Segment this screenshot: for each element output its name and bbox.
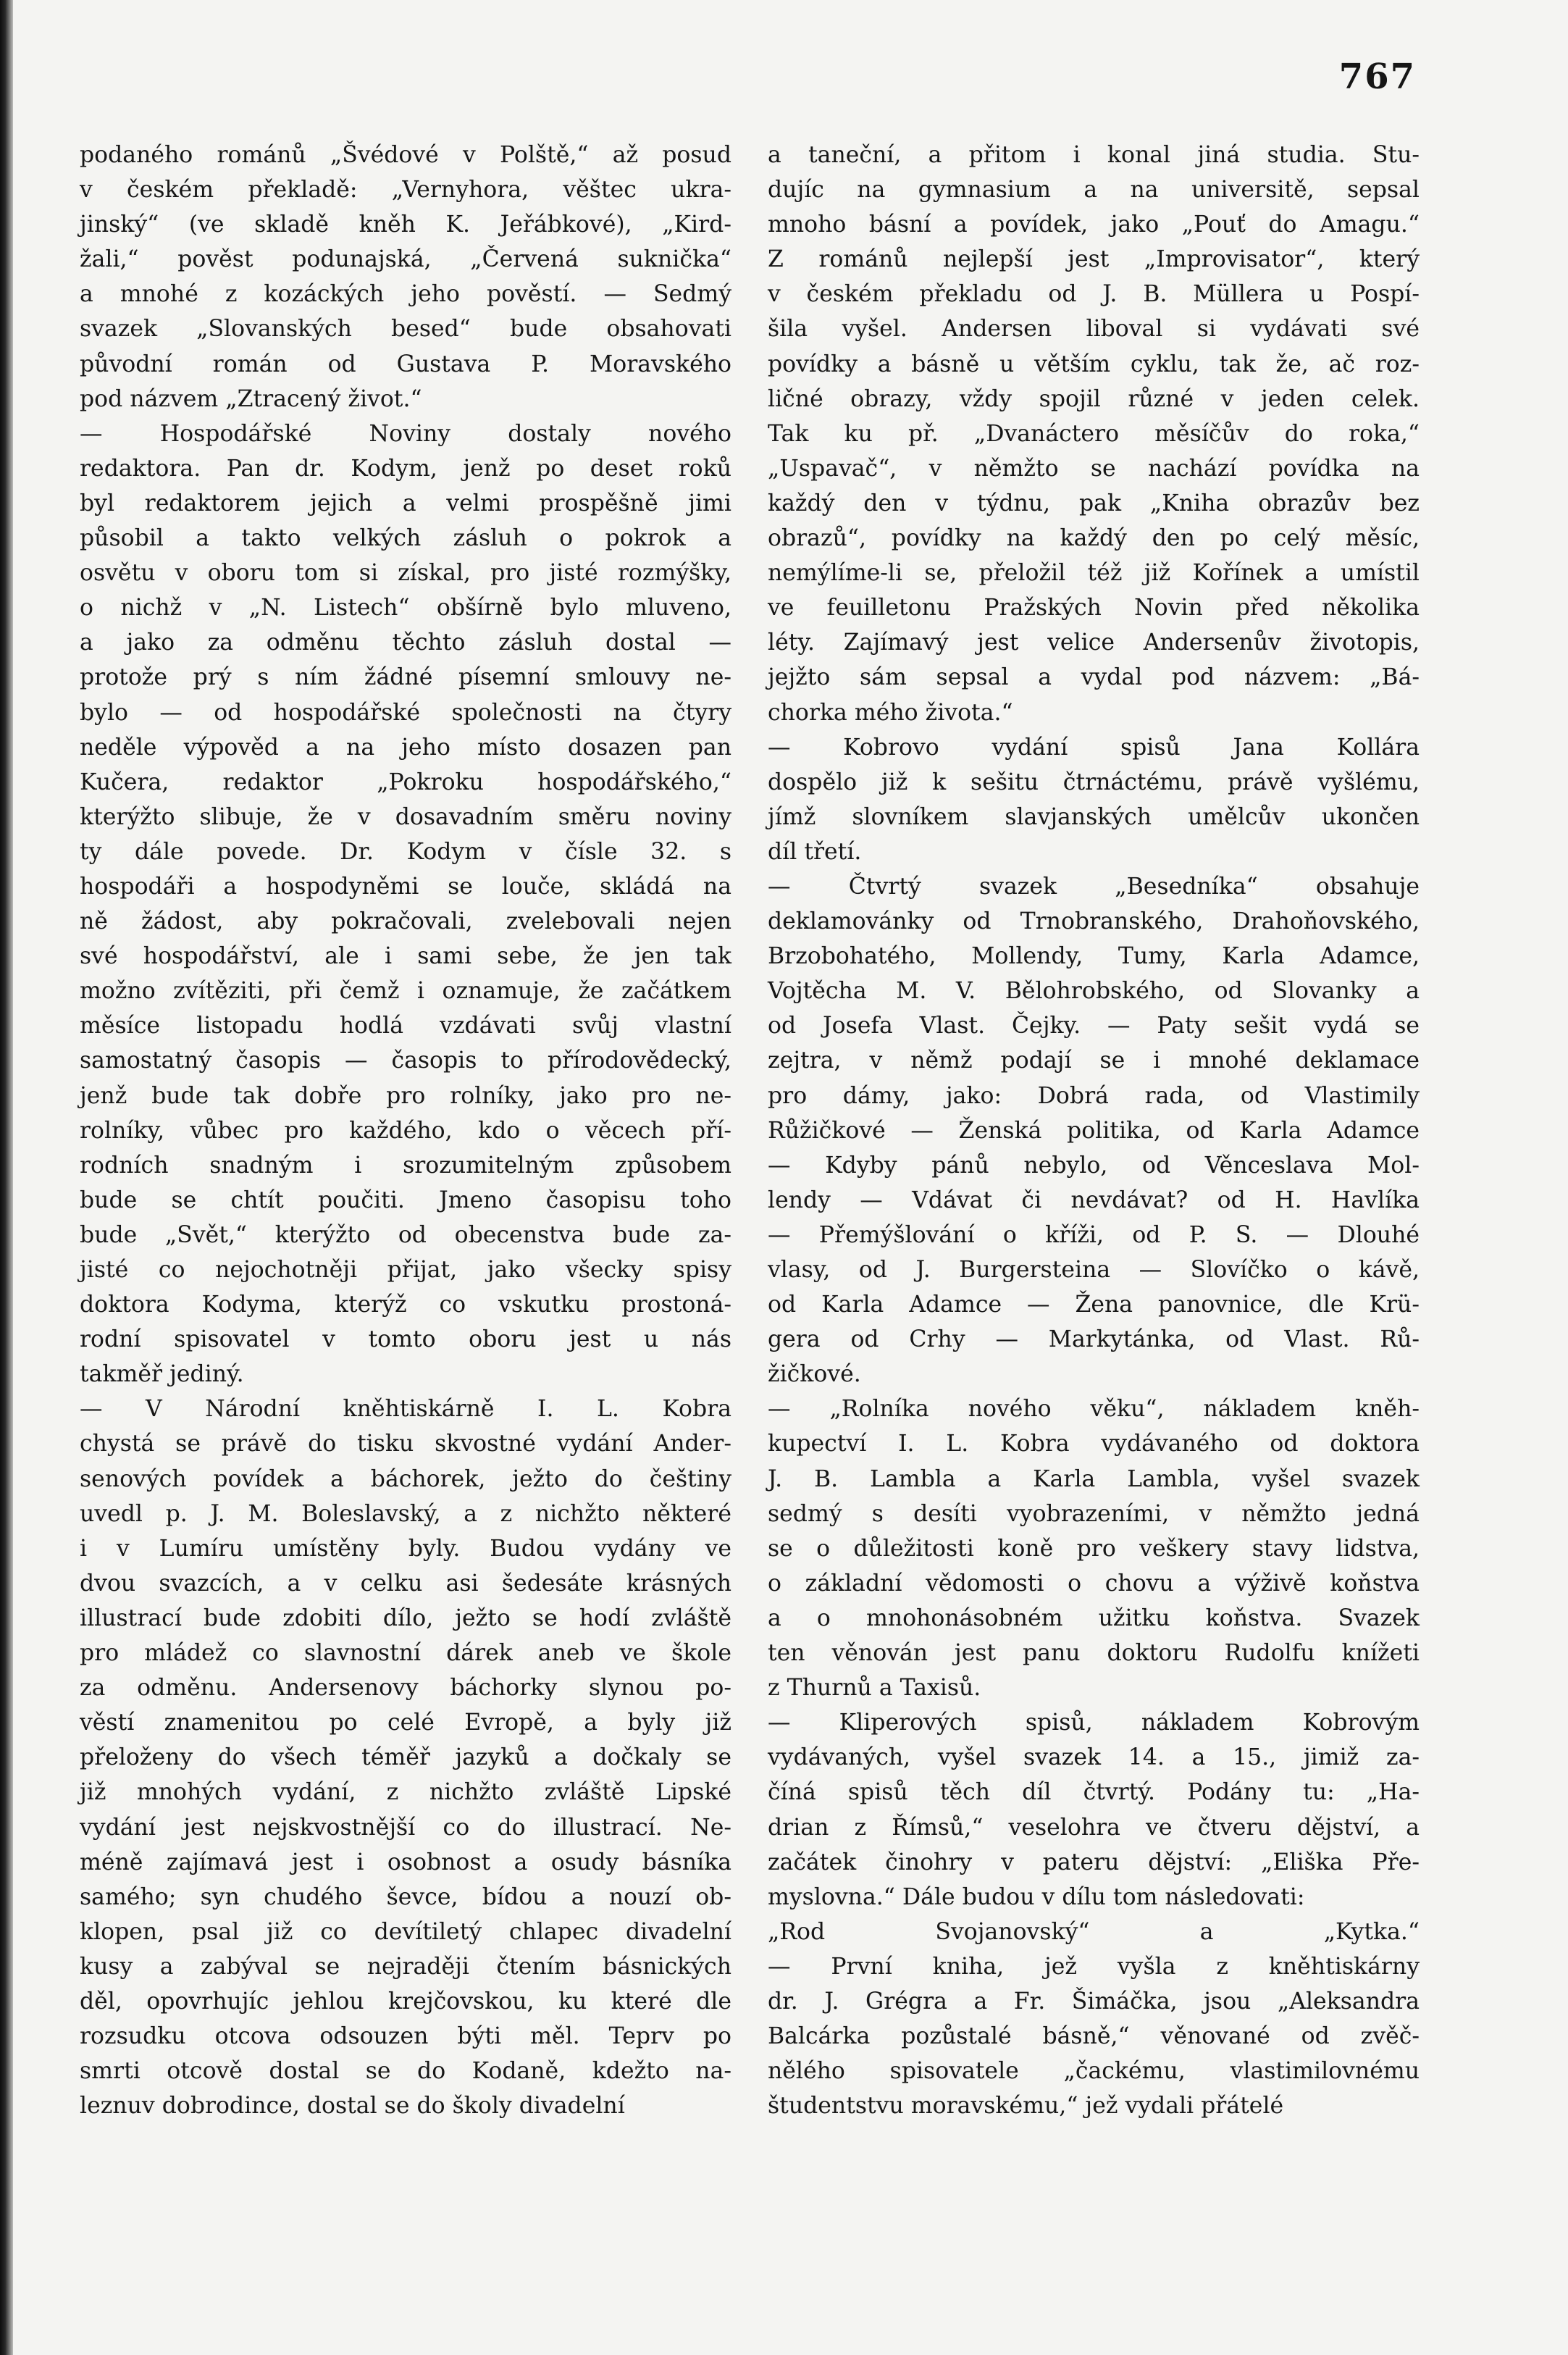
text-line: ličné obrazy, vždy spojil různé v jeden celek. (768, 385, 1420, 412)
text-line: zejtra, v němž podají se i mnohé deklamace (768, 1047, 1420, 1074)
text-line: kterýžto slibuje, že v dosavadním směru noviny (80, 803, 731, 830)
text-line: rodních snadným i srozumitelným způsobem (80, 1152, 731, 1179)
text-line: „Uspavač“, v němžto se nachází povídka na (768, 455, 1420, 482)
text-line: v českém překladě: „Vernyhora, věštec ukra- (80, 177, 731, 204)
text-line: působil a takto velkých zásluh o pokrok a (80, 525, 731, 552)
text-line: dvou svazcích, a v celku asi šedesáte krásných (80, 1570, 731, 1597)
text-line: jejžto sám sepsal a vydal pod názvem: „Bá- (768, 664, 1420, 691)
text-line: J. B. Lambla a Karla Lambla, vyšel svazek (768, 1465, 1420, 1492)
text-line: Kučera, redaktor „Pokroku hospodářského,“ (80, 769, 731, 795)
text-line: číná spisů těch díl čtvrtý. Podány tu: „Ha- (768, 1779, 1420, 1806)
text-line: přeloženy do všech téměř jazyků a dočkaly se (80, 1744, 731, 1771)
text-line: i v Lumíru umístěny byly. Budou vydány ve (80, 1535, 731, 1562)
text-line: o nichž v „N. Listech“ obšírně bylo mluveno, (80, 595, 731, 622)
text-line: pod názvem „Ztracený život.“ (80, 385, 422, 412)
text-line: — Kliperových spisů, nákladem Kobrovým (768, 1710, 1420, 1736)
text-line: a taneční, a přitom i konal jiná studia. Stu- (768, 142, 1420, 168)
text-line: od Karla Adamce — Žena panovnice, dle Krü- (768, 1292, 1420, 1318)
text-line: dr. J. Grégra a Fr. Šimáčka, jsou „Aleksandra (768, 1988, 1420, 2015)
page-number: 767 (1338, 57, 1416, 97)
text-line: rodní spisovatel v tomto oboru jest u nás (80, 1326, 731, 1353)
text-line: chystá se právě do tisku skvostné vydání Ander- (80, 1431, 731, 1457)
text-line: o základní vědomosti o chovu a výživě koňstva (768, 1570, 1420, 1597)
text-line: méně zajímavá jest i osobnost a osudy básníka (80, 1849, 731, 1875)
text-line: klopen, psal již co devítiletý chlapec divadelní (80, 1918, 731, 1945)
text-line: původní román od Gustava P. Moravského (80, 351, 731, 377)
text-line: lendy — Vdávat či nevdávat? od H. Havlíka (768, 1187, 1420, 1213)
text-line: se o důležitosti koně pro veškery stavy lidstva, (768, 1535, 1420, 1562)
text-line: své hospodářství, ale i sami sebe, že jen tak (80, 943, 731, 970)
left-column (80, 138, 731, 2123)
text-line: kusy a zabýval se nejraději čtením básnických (80, 1953, 731, 1980)
text-line: bude se chtít poučiti. Jmeno časopisu toho (80, 1187, 731, 1213)
text-line: věstí znamenitou po celé Evropě, a byly již (80, 1710, 731, 1736)
text-line: — Kobrovo vydání spisů Jana Kollára (768, 734, 1420, 761)
text-line: deklamovánky od Trnobranského, Drahoňovského, (768, 908, 1420, 935)
text-line: svazek „Slovanských besed“ bude obsahovati (80, 316, 731, 343)
text-line: možno zvítěziti, při čemž i oznamuje, že začátkem (80, 978, 731, 1005)
text-line: rozsudku otcova odsouzen býti měl. Teprv po (80, 2023, 731, 2050)
text-line: gera od Crhy — Markytánka, od Vlast. Rů- (768, 1326, 1420, 1353)
text-line: měsíce listopadu hodlá vzdávati svůj vlastní (80, 1013, 731, 1040)
text-line: díl třetí. (768, 838, 862, 865)
text-line: — „Rolníka nového věku“, nákladem kněh- (768, 1396, 1420, 1423)
text-line: pro dámy, jako: Dobrá rada, od Vlastimily (768, 1082, 1420, 1109)
text-line: již mnohých vydání, z nichžto zvláště Lipské (80, 1779, 731, 1806)
text-line: a mnohé z kozáckých jeho pověstí. — Sedmý (80, 281, 731, 308)
text-line: ně žádost, aby pokračovali, zvelebovali nejen (80, 908, 731, 935)
text-line: Brzobohatého, Mollendy, Tumy, Karla Adamce, (768, 943, 1420, 970)
text-line: Růžičkové — Ženská politika, od Karla Adamce (768, 1117, 1420, 1144)
text-line: „Rod Svojanovský“ a „Kytka.“ (768, 1918, 1420, 1945)
text-line: pro mládež co slavnostní dárek aneb ve škole (80, 1640, 731, 1667)
text-line: redaktora. Pan dr. Kodym, jenž po deset roků (80, 455, 731, 482)
text-line: sedmý s desíti vyobrazeními, v němžto jedná (768, 1500, 1420, 1527)
text-line: chorka mého života.“ (768, 699, 1013, 726)
text-line: každý den v týdnu, pak „Kniha obrazův bez (768, 490, 1420, 516)
text-line: protože prý s ním žádné písemní smlouvy ne- (80, 664, 731, 691)
text-line: neděle výpověd a na jeho místo dosazen pan (80, 734, 731, 761)
text-line: smrti otcově dostal se do Kodaně, kdežto na- (80, 2058, 731, 2085)
text-line: ve feuilletonu Pražských Novin před několika (768, 595, 1420, 622)
text-line: kupectví I. L. Kobra vydávaného od doktora (768, 1431, 1420, 1457)
text-line: z Thurnů a Taxisů. (768, 1675, 981, 1702)
text-line: jímž slovníkem slavjanských umělcův ukončen (768, 803, 1420, 830)
text-line: leznuv dobrodince, dostal se do školy divadelní (80, 2093, 625, 2120)
text-line: v českém překladu od J. B. Müllera u Pospí- (768, 281, 1420, 308)
text-line: hospodáři a hospodyněmi se louče, skládá na (80, 873, 731, 900)
text-line: vlasy, od J. Burgersteina — Slovíčko o kávě, (768, 1257, 1420, 1283)
text-line: nělého spisovatele „čackému, vlastimilovnému (768, 2058, 1420, 2085)
text-line: drian z Římsů,“ veselohra ve čtveru dějství, a (768, 1814, 1420, 1841)
text-line: dospělo již k sešitu čtrnáctému, právě vyšlému, (768, 769, 1420, 795)
text-line: Z románů nejlepší jest „Improvisator“, který (768, 246, 1420, 273)
text-line: jenž bude tak dobře pro rolníky, jako pro ne- (80, 1082, 731, 1109)
text-line: študentstvu moravskému,“ jež vydali přátelé (768, 2093, 1284, 2120)
text-line: od Josefa Vlast. Čejky. — Paty sešit vydá se (768, 1013, 1420, 1040)
text-line: byl redaktorem jejich a velmi prospěšně jimi (80, 490, 731, 516)
text-line: žali,“ pověst podunajská, „Červená suknička“ (80, 246, 731, 273)
text-line: — V Národní kněhtiskárně I. L. Kobra (80, 1396, 731, 1423)
text-line: uvedl p. J. M. Boleslavský, a z nichžto některé (80, 1500, 731, 1527)
text-line: illustrací bude zdobiti dílo, ježto se hodí zvláště (80, 1605, 731, 1631)
text-line: bude „Svět,“ kterýžto od obecenstva bude za- (80, 1221, 731, 1248)
text-line: ten věnován jest panu doktoru Rudolfu knížeti (768, 1640, 1420, 1667)
text-line: samostatný časopis — časopis to přírodovědecký, (80, 1047, 731, 1074)
text-line: obrazů“, povídky na každý den po celý měsíc, (768, 525, 1420, 552)
text-line: — Kdyby pánů nebylo, od Věnceslava Mol- (768, 1152, 1420, 1179)
text-line: — První kniha, jež vyšla z kněhtiskárny (768, 1953, 1420, 1980)
page-binding-shadow (0, 0, 13, 2355)
text-line: senových povídek a báchorek, ježto do češtiny (80, 1465, 731, 1492)
right-column (768, 138, 1420, 2123)
text-line: samého; syn chudého ševce, bídou a nouzí ob- (80, 1883, 731, 1910)
text-line: děl, opovrhujíc jehlou krejčovskou, ku které dle (80, 1988, 731, 2015)
text-line: Tak ku př. „Dvanáctero měsíčův do roka,“ (768, 420, 1420, 447)
text-line: šila vyšel. Andersen liboval si vydávati své (768, 316, 1420, 343)
text-line: ty dále povede. Dr. Kodym v čísle 32. s (80, 838, 731, 865)
text-line: žičkové. (768, 1361, 861, 1388)
text-line: bylo — od hospodářské společnosti na čtyry (80, 699, 731, 726)
text-line: nemýlíme-li se, přeložil též již Kořínek a umístil (768, 560, 1420, 587)
text-line: za odměnu. Andersenovy báchorky slynou po- (80, 1675, 731, 1702)
text-line: mnoho básní a povídek, jako „Pouť do Amagu.“ (768, 212, 1420, 238)
text-line: dujíc na gymnasium a na universitě, sepsal (768, 177, 1420, 204)
text-line: myslovna.“ Dále budou v dílu tom následovati: (768, 1883, 1305, 1910)
text-line: jinský“ (ve skladě kněh K. Jeřábkové), „Kird- (80, 212, 731, 238)
text-line: rolníky, vůbec pro každého, kdo o věcech pří- (80, 1117, 731, 1144)
text-line: a jako za odměnu těchto zásluh dostal — (80, 629, 731, 656)
text-line: takměř jediný. (80, 1361, 244, 1388)
text-line: povídky a básně u větším cyklu, tak že, ač roz- (768, 351, 1420, 377)
text-line: Balcárka pozůstalé básně,“ věnované od zvěč- (768, 2023, 1420, 2050)
text-line: — Čtvrtý svazek „Besedníka“ obsahuje (768, 873, 1420, 900)
text-line: — Přemýšlování o kříži, od P. S. — Dlouhé (768, 1221, 1420, 1248)
text-line: podaného románů „Švédové v Polště,“ až posud (80, 142, 731, 168)
text-line: začátek činohry v pateru dějství: „Eliška Pře- (768, 1849, 1420, 1875)
text-line: vydání jest nejskvostnější co do illustrací. Ne- (80, 1814, 731, 1841)
text-line: vydávaných, vyšel svazek 14. a 15., jimiž za- (768, 1744, 1420, 1771)
text-line: Vojtěcha M. V. Bělohrobského, od Slovanky a (768, 978, 1420, 1005)
text-line: léty. Zajímavý jest velice Andersenův životopis, (768, 629, 1420, 656)
text-line: a o mnohonásobném užitku koňstva. Svazek (768, 1605, 1420, 1631)
text-line: doktora Kodyma, kterýž co vskutku prostoná- (80, 1292, 731, 1318)
text-line: jisté co nejochotněji přijat, jako všecky spisy (80, 1257, 731, 1283)
text-line: osvětu v oboru tom si získal, pro jisté rozmýšky, (80, 560, 731, 587)
text-line: — Hospodářské Noviny dostaly nového (80, 420, 731, 447)
